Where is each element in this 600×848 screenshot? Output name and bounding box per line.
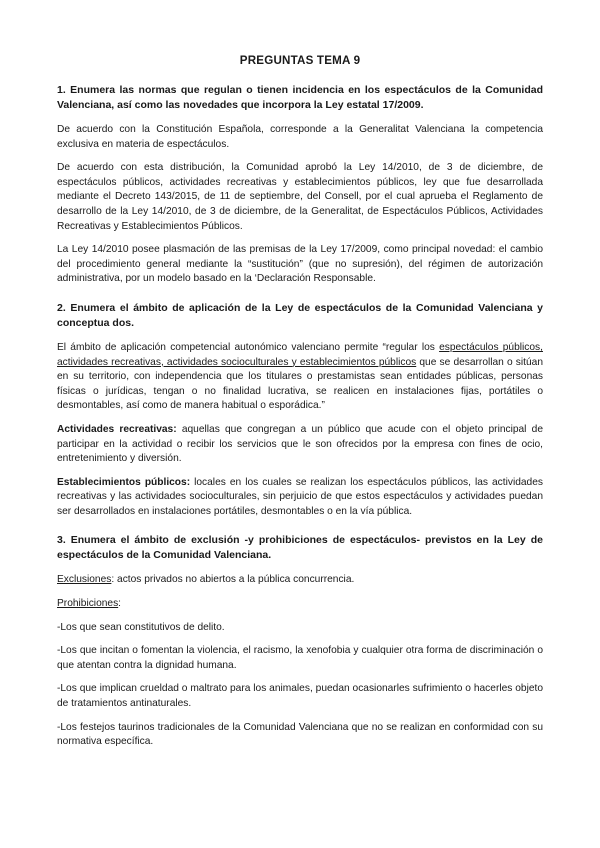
document-page bbox=[57, 54, 543, 759]
prohibiciones-colon: : bbox=[118, 598, 122, 610]
document-title: PREGUNTAS TEMA 9 bbox=[239, 54, 361, 67]
q1-paragraph-1: De acuerdo con la Constitución Española, corresponde a la Generalitat Valenciana la competencia exclusiva en materia de espectáculos. bbox=[57, 124, 543, 150]
actividades-recreativas-label: Actividades recreativas: bbox=[57, 423, 177, 435]
prohibicion-item: -Los que incitan o fomentan la violencia, el racismo, la xenofobia y cualquier otra forma de discriminación o que atentan contra la dignidad humana. bbox=[57, 645, 543, 671]
exclusiones-label: Exclusiones bbox=[57, 574, 112, 586]
establecimientos-publicos-text: locales en los cuales se realizan los espectáculos públicos, las actividades recreativas y las actividades socioculturales, sin perjuicio de que estos espectáculos y actividades puedan ser desarrollados en instalaciones portátiles, desmontables o en la vía pública. bbox=[57, 476, 543, 517]
question-2-heading: 2. Enumera el ámbito de aplicación de la Ley de espectáculos de la Comunidad Valenciana y conceptua dos. bbox=[57, 301, 543, 329]
q3-exclusiones bbox=[57, 573, 543, 588]
q2-p1-end: que se desarrollan o sitúan en su territorio, con independencia que los titulares o prestamistas sean entidades públicas, personas físicas o jurídicas, tengan o no finalidad lucrativa, se realicen en instalaciones fijas, portátiles o desmontables, así como de manera habitual o esporádica.” bbox=[57, 356, 543, 412]
prohibicion-item: -Los festejos taurinos tradicionales de la Comunidad Valenciana que no se realizan en conformidad con su normativa específica. bbox=[57, 721, 543, 748]
q2-paragraph-1 bbox=[57, 341, 543, 414]
question-3-heading: 3. Enumera el ámbito de exclusión -y prohibiciones de espectáculos- previstos en la Ley de espectáculos de la Comunidad Valenciana. bbox=[57, 534, 543, 562]
q2-p1-underlined: espectáculos públicos, actividades recreativas, actividades socioculturales y establecimientos públicos bbox=[57, 341, 543, 368]
prohibicion-item: -Los que implican crueldad o maltrato para los animales, puedan ocasionarles sufrimiento o hacerles objeto de tratamientos antinaturales. bbox=[57, 683, 543, 710]
q2-establecimientos-publicos bbox=[57, 476, 543, 520]
q2-p1-start: El ámbito de aplicación competencial autonómico valenciano permite “regular los bbox=[57, 341, 440, 353]
question-1-heading: 1. Enumera las normas que regulan o tienen incidencia en los espectáculos de la Comunidad Valenciana, así como las novedades que incorpora la Ley estatal 17/2009. bbox=[57, 84, 543, 111]
actividades-recreativas-text: aquellas que congregan a un público que acude con el objeto principal de participar en la actividad o recibir los servicios que le son ofrecidos por la empresa con fines de ocio, entretenimiento y diversión. bbox=[57, 423, 543, 465]
q3-prohibiciones-heading bbox=[57, 597, 543, 612]
q1-paragraph-2: De acuerdo con esta distribución, la Comunidad aprobó la Ley 14/2010, de 3 de diciembre, de espectáculos públicos, actividades recreativas y establecimientos públicos, ley que fue desarrollada mediante el Decreto 143/2015, de 11 de septiembre, del Consell, por el cual aprueba el Reglamento de desarrollo de la Ley 14/2010, de 3 de diciembre, de la Generalitat, de Espectáculos Públicos, Actividades Recreativas y Establecimientos Públicos. bbox=[57, 162, 543, 232]
prohibiciones-label: Prohibiciones bbox=[57, 598, 119, 610]
q1-paragraph-3: La Ley 14/2010 posee plasmación de las premisas de la Ley 17/2009, como principal novedad: el cambio del procedimiento general mediante la “sustitución” (que no supresión), del régimen de autorización administrativa, por un modelo basado en la ‘Declaración Responsable. bbox=[57, 244, 543, 285]
establecimientos-publicos-label: Establecimientos públicos: bbox=[57, 476, 191, 488]
exclusiones-text: : actos privados no abiertos a la pública concurrencia. bbox=[111, 574, 355, 586]
q2-actividades-recreativas bbox=[57, 423, 543, 467]
prohibicion-item: -Los que sean constitutivos de delito. bbox=[57, 621, 225, 633]
